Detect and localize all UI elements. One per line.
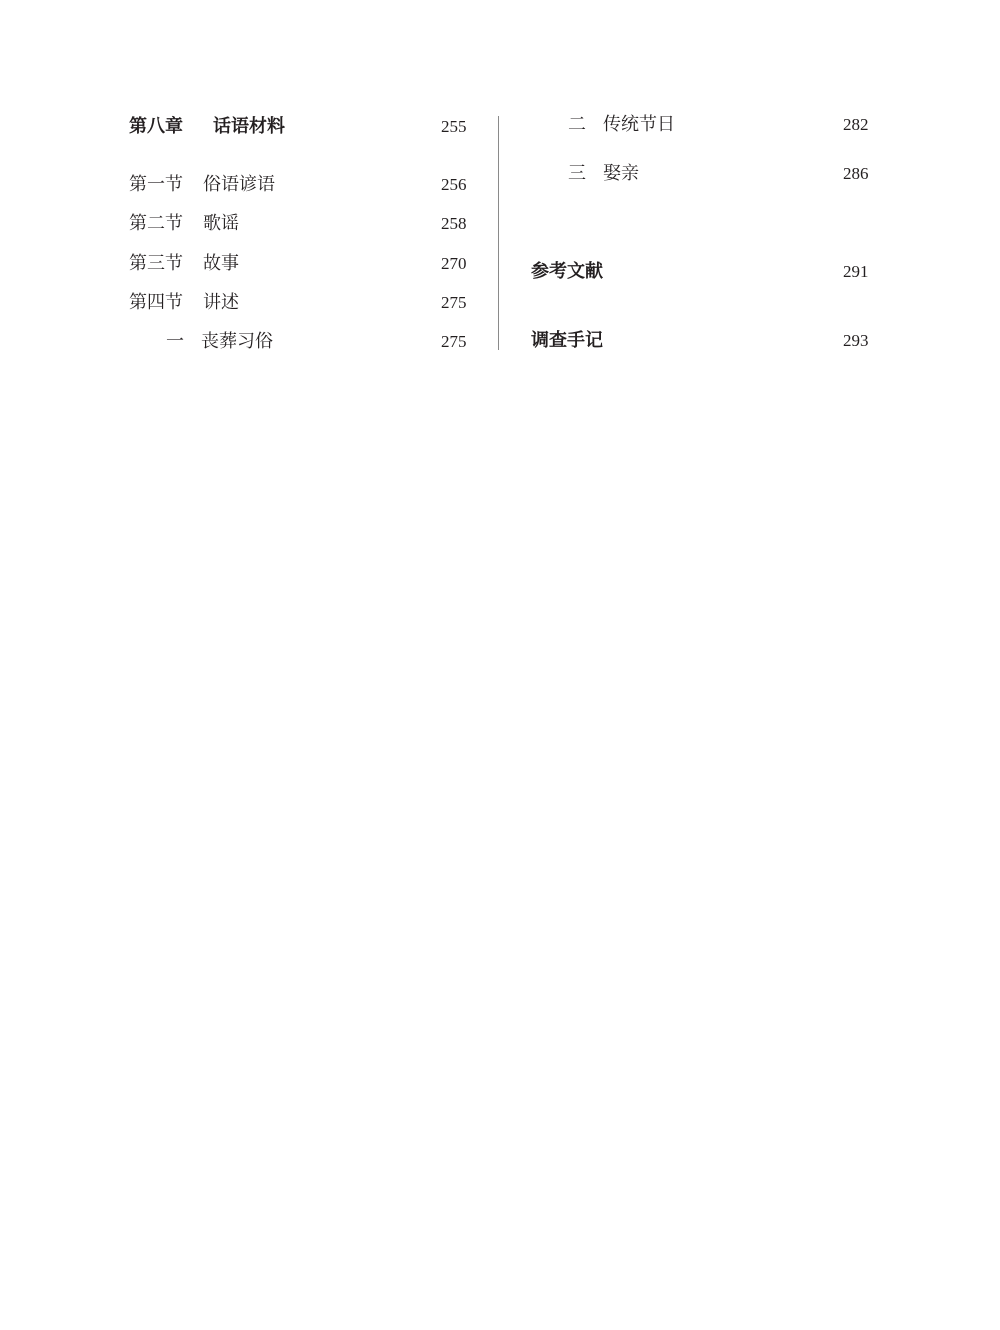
section-title: 俗语谚语 <box>203 174 275 195</box>
subsection-title: 传统节日 <box>603 114 675 135</box>
toc-subsection-1[interactable] <box>166 330 469 354</box>
chapter-title: 话语材料 <box>213 116 285 137</box>
subsection-prefix: 三 <box>568 163 586 184</box>
toc-section-2[interactable] <box>129 212 469 236</box>
toc-section-4[interactable] <box>129 291 469 315</box>
subsection-page: 282 <box>843 115 869 134</box>
appendix-title: 参考文献 <box>531 261 603 282</box>
section-page: 258 <box>441 214 467 233</box>
toc-field-notes[interactable] <box>531 329 871 353</box>
subsection-page: 275 <box>441 332 467 351</box>
subsection-prefix: 一 <box>166 331 184 352</box>
section-page: 275 <box>441 293 467 312</box>
toc-subsection-2[interactable] <box>568 113 871 137</box>
chapter-page: 255 <box>441 117 467 136</box>
toc-references[interactable] <box>531 260 871 284</box>
toc-divider <box>498 116 499 350</box>
appendix-page: 293 <box>843 331 869 350</box>
section-title: 故事 <box>203 253 239 274</box>
section-prefix: 第一节 <box>129 174 183 195</box>
appendix-page: 291 <box>843 262 869 281</box>
section-prefix: 第三节 <box>129 253 183 274</box>
subsection-prefix: 二 <box>568 114 586 135</box>
appendix-title: 调查手记 <box>531 330 603 351</box>
section-page: 270 <box>441 254 467 273</box>
section-title: 歌谣 <box>203 213 239 234</box>
chapter-prefix: 第八章 <box>129 116 183 137</box>
section-title: 讲述 <box>203 292 239 313</box>
toc-section-3[interactable] <box>129 252 469 276</box>
subsection-title: 丧葬习俗 <box>201 331 273 352</box>
toc-subsection-3[interactable] <box>568 162 871 186</box>
section-page: 256 <box>441 175 467 194</box>
toc-section-1[interactable] <box>129 173 469 197</box>
subsection-page: 286 <box>843 164 869 183</box>
toc-chapter-8[interactable] <box>129 115 469 139</box>
section-prefix: 第四节 <box>129 292 183 313</box>
section-prefix: 第二节 <box>129 213 183 234</box>
subsection-title: 娶亲 <box>603 163 639 184</box>
